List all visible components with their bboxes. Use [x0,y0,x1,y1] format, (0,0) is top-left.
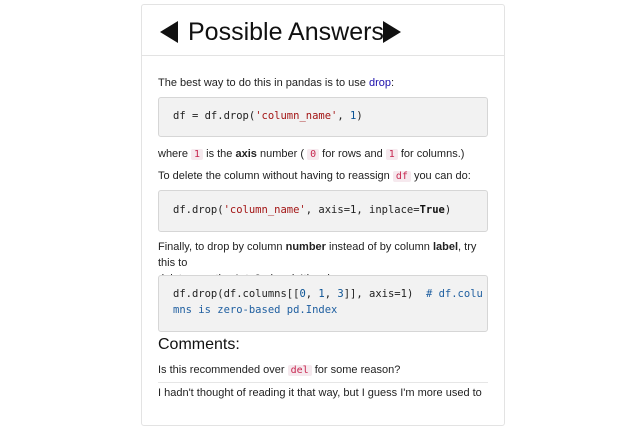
bold-axis: axis [235,148,257,160]
intro-text: The best way to do this in pandas is to use [158,77,366,89]
code-comment-line: mns is zero-based pd.Index [173,304,338,316]
comments-heading: Comments: [158,336,240,353]
paragraph-line: Finally, to drop by column number instead of by column label, try this to [158,241,477,269]
inline-code: df [393,171,411,182]
next-arrow-icon[interactable] [383,21,401,43]
page-title: Possible Answers [188,18,384,46]
comment-divider [158,382,488,383]
comment-2: I hadn't thought of reading it that way, but I guess I'm more used to [158,387,482,399]
drop-link[interactable]: drop [368,77,391,89]
previous-arrow-icon[interactable] [160,21,178,43]
inplace-paragraph: To delete the column without having to reassign df you can do: [158,170,471,182]
code-line: df.drop(df.columns[[0, 1, 3]], axis=1) # df.colu [173,288,483,300]
inline-code: del [288,365,312,376]
intro-tail: : [391,77,395,89]
code-line: df.drop('column_name', axis=1, inplace=True) [173,204,452,216]
comment-1: Is this recommended over del for some reason? [158,364,401,376]
answers-card [141,4,505,426]
code-block-3 [158,275,488,332]
card-header [142,5,504,56]
code-block-1 [158,97,488,137]
inline-code: 1 [386,149,398,160]
axis-explanation: where 1 is the axis number ( 0 for rows and 1 for columns.) [158,148,465,160]
inline-code: 1 [191,149,203,160]
intro-paragraph [158,75,490,91]
inline-code: 0 [307,149,319,160]
code-block-2 [158,190,488,232]
code-line: df = df.drop('column_name', 1) [173,110,363,122]
